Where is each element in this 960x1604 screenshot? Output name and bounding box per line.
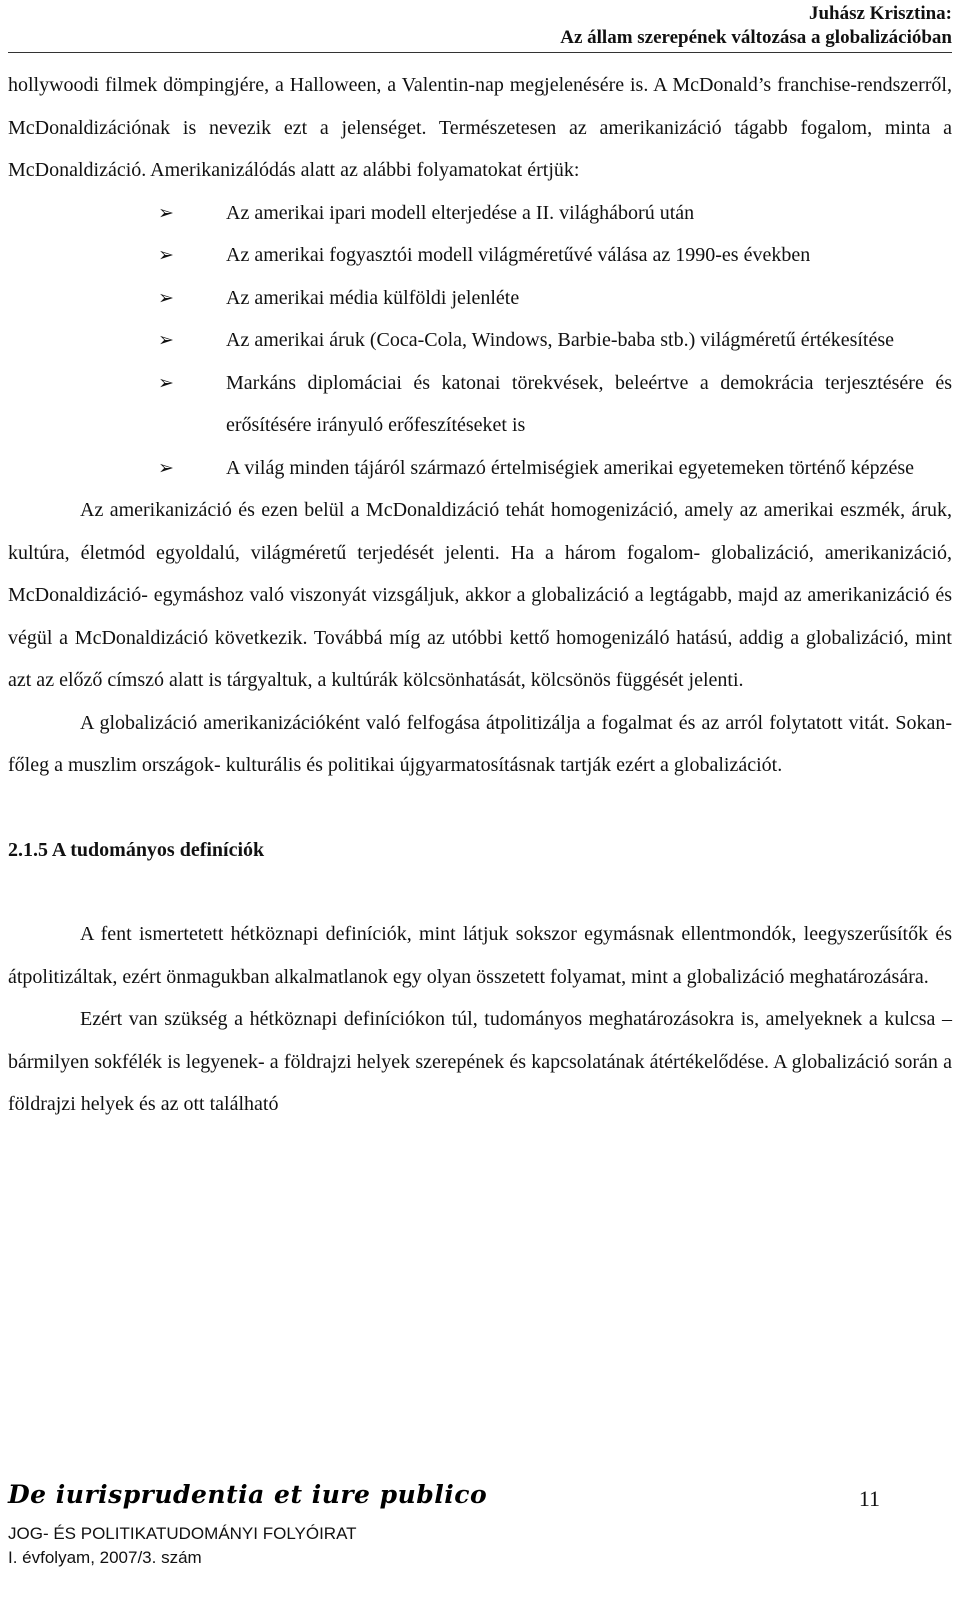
arrow-bullet-icon: ➢ [158, 371, 174, 394]
page-header [0, 0, 952, 50]
bullet-text: Az amerikai fogyasztói modell világméretűvé válása az 1990-es években [226, 244, 811, 266]
bullet-list [8, 192, 952, 490]
header-author: Juhász Krisztina: [808, 3, 952, 24]
paragraph-bottom-1: Ezért van szükség a hétköznapi definíciókon túl, tudományos meghatározásokra is, amelyeknek a kulcsa – bármilyen sokfélék is legyenek- a földrajzi helyek szerepének és kapcsolatának átértékelődése. A globalizáció során a földrajzi helyek és az ott található [8, 1008, 952, 1115]
bullet-text: A világ minden tájáról származó értelmiségiek amerikai egyetemeken történő képzése [226, 456, 915, 479]
bullet-item [8, 362, 952, 447]
arrow-bullet-icon: ➢ [158, 286, 174, 309]
footer-issue: I. évfolyam, 2007/3. szám [8, 1548, 202, 1567]
paragraph-bottom-0: A fent ismertetett hétköznapi definíciók, mint látjuk sokszor egymásnak ellentmondók, leegyszerűsítők és átpolitizáltak, ezért önmagukban alkalmatlanok egy olyan összetett folyamat, mint a globalizáció meghatározására. [8, 923, 952, 988]
paragraph-middle-1: A globalizáció amerikanizációként való felfogása átpolitizálja a fogalmat és az arról folytatott vitát. Sokan-főleg a muszlim országok- kulturális és politikai újgyarmatosításnak tartják ezért a globalizációt. [8, 711, 952, 776]
bullet-text: Az amerikai áruk (Coca-Cola, Windows, Barbie-baba stb.) világméretű értékesítése [226, 329, 895, 351]
arrow-bullet-icon: ➢ [158, 201, 174, 224]
paragraph-top-0: hollywoodi filmek dömpingjére, a Halloween, a Valentin-nap megjelenésére is. A McDonald’s franchise-rendszerről, McDonaldizációnak is nevezik ezt a jelenséget. Természetesen az amerikanizáció tágabb fogalom, minta a McDonaldizáció. Amerikanizálódás alatt az alábbi folyamatokat értjük: [8, 74, 952, 181]
bullet-text: Markáns diplomáciai és katonai törekvések, beleértve a demokrácia terjesztésére és erősítésére irányuló erőfeszítéseket is [226, 371, 952, 436]
article-body [8, 64, 952, 1126]
section-spacer [8, 871, 952, 913]
footer-subtitle: JOG- ÉS POLITIKATUDOMÁNYI FOLYÓIRAT [8, 1524, 357, 1543]
bullet-item [8, 319, 952, 362]
header-divider [8, 52, 952, 53]
bullet-text: Az amerikai ipari modell elterjedése a II. világháború után [226, 201, 695, 224]
arrow-bullet-icon: ➢ [158, 329, 174, 351]
bullet-item [8, 234, 952, 277]
bullet-item [8, 447, 952, 490]
arrow-bullet-icon: ➢ [158, 244, 174, 266]
page-number: 11 [858, 1486, 880, 1511]
header-title: Az állam szerepének változása a globalizációban [560, 27, 952, 48]
arrow-bullet-icon: ➢ [158, 456, 174, 479]
paragraph-middle-0: Az amerikanizáció és ezen belül a McDonaldizáció tehát homogenizáció, amely az amerikai eszmék, áruk, kultúra, életmód egyoldalú, világméretű terjedését jelenti. Ha a három fogalom- globalizáció, amerikanizáció, McDonaldizáció- egymáshoz való viszonyát vizsgáljuk, akkor a globalizáció a legtágabb, majd az amerikanizáció és végül a McDonaldizáció következik. Továbbá míg az utóbbi kettő homogenizáló hatású, addig a globalizáció, mint azt az előző címszó alatt is tárgyaltuk, a kultúrák kölcsönhatását, kölcsönös függését jelenti. [8, 499, 952, 691]
section-title: A tudományos definíciók [51, 838, 265, 861]
section-number: 2.1.5 [8, 838, 48, 861]
footer-journal-name: De iurisprudentia et iure publico [8, 1480, 488, 1509]
section-heading [8, 829, 952, 872]
section-spacer [8, 787, 952, 829]
footer-subtitle-block [8, 1522, 357, 1570]
bullet-item [8, 277, 952, 320]
bullet-item [8, 192, 952, 235]
bullet-text: Az amerikai média külföldi jelenléte [226, 286, 520, 309]
